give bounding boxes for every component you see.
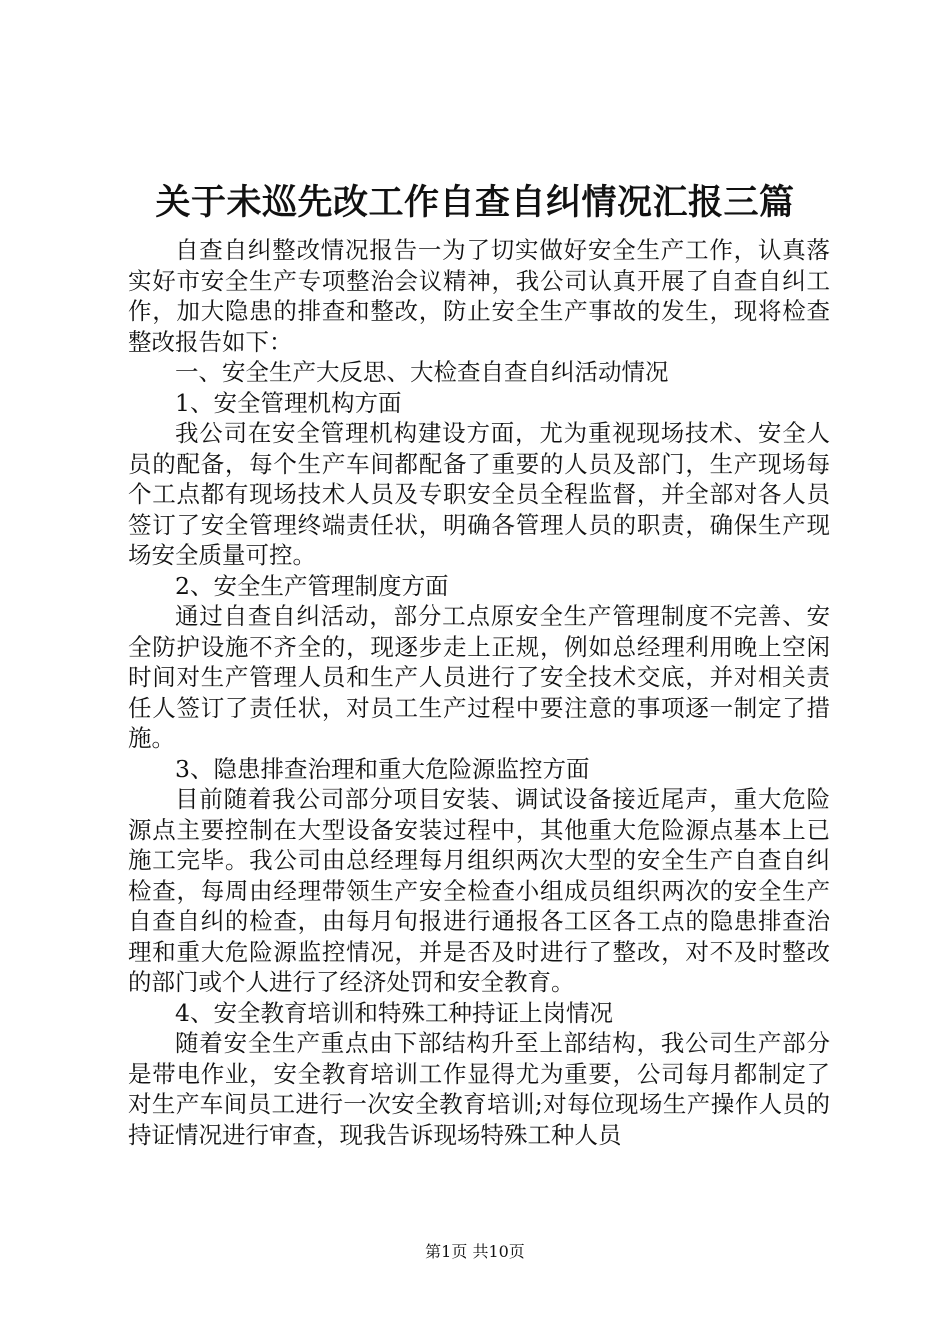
subsection-heading-3: 3、隐患排查治理和重大危险源监控方面 (175, 754, 590, 783)
document-title: 关于未巡先改工作自查自纠情况汇报三篇 (155, 182, 795, 223)
paragraph-management-system: 通过自查自纠活动，部分工点原安全生产管理制度不完善、安全防护设施不齐全的，现逐步走上正规，例如总经理利用晚上空闲时间对生产管理人员和生产人员进行了安全技术交底，并对相关责任人签订了责任状，对员工生产过程中要注意的事项逐一制定了措施。 (128, 602, 830, 752)
document-body (128, 235, 830, 1150)
paragraph-safety-training: 随着安全生产重点由下部结构升至上部结构，我公司生产部分是带电作业，安全教育培训工作显得尤为重要，公司每月都制定了对生产车间员工进行一次安全教育培训;对每位现场生产操作人员的持证情况进行审查，现我告诉现场特殊工种人员 (128, 1029, 830, 1149)
subsection-heading-1: 1、安全管理机构方面 (175, 388, 402, 417)
subsection-heading-4: 4、安全教育培训和特殊工种持证上岗情况 (175, 998, 613, 1027)
paragraph-intro: 自查自纠整改情况报告一为了切实做好安全生产工作，认真落实好市安全生产专项整治会议精神，我公司认真开展了自查自纠工作，加大隐患的排查和整改，防止安全生产事故的发生，现将检查整改报告如下： (128, 236, 830, 356)
paragraph-hazard-inspection: 目前随着我公司部分项目安装、调试设备接近尾声，重大危险源点主要控制在大型设备安装过程中，其他重大危险源点基本上已施工完毕。我公司由总经理每月组织两次大型的安全生产自查自纠检查，每周由经理带领生产安全检查小组成员组织两次的安全生产自查自纠的检查，由每月旬报进行通报各工区各工点的隐患排查治理和重大危险源监控情况，并是否及时进行了整改，对不及时整改的部门或个人进行了经济处罚和安全教育。 (128, 785, 830, 996)
section-heading-1: 一、安全生产大反思、大检查自查自纠活动情况 (175, 358, 669, 386)
paragraph-safety-organization: 我公司在安全管理机构建设方面，尤为重视现场技术、安全人员的配备，每个生产车间都配备了重要的人员及部门，生产现场每个工点都有现场技术人员及专职安全员全程监督，并全部对各人员签订了安全管理终端责任状，明确各管理人员的职责，确保生产现场安全质量可控。 (128, 419, 830, 569)
page-number: 第1页 共10页 (425, 1242, 525, 1261)
subsection-heading-2: 2、安全生产管理制度方面 (175, 571, 449, 600)
